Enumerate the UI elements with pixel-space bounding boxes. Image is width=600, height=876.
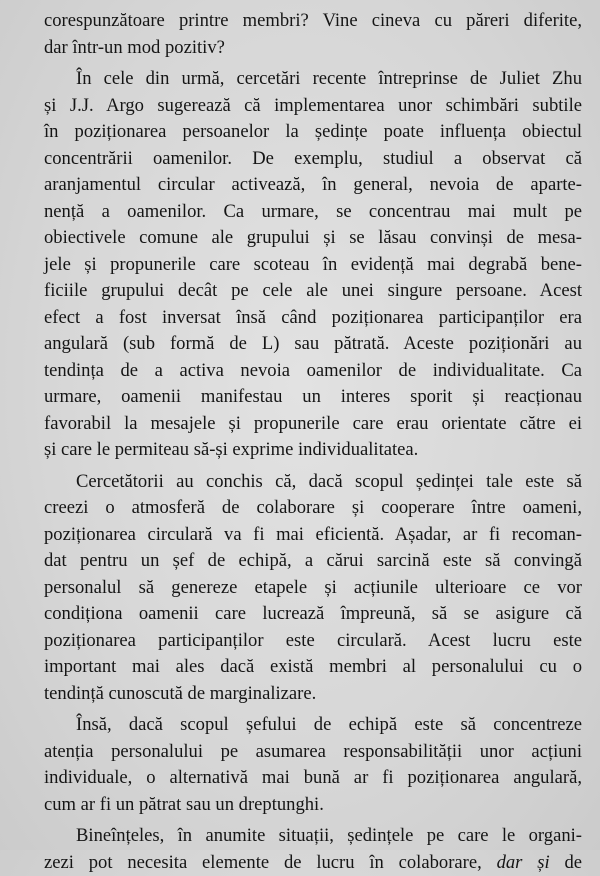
text-line: corespunzătoare printre membri? Vine cineva cu păreri diferite, (44, 8, 582, 35)
text-line-tail: de (550, 852, 582, 873)
text-line: urmare, oamenii manifestau un interes sporit și reacționau (44, 384, 582, 411)
text-line: și J.J. Argo sugerează că implementarea unor schimbări subtile (44, 93, 582, 120)
text-line: obiectivele comune ale grupului și se lăsau convinși de mesa- (44, 225, 582, 252)
text-line: tendință cunoscută de marginalizare. (44, 681, 582, 708)
paragraph-1 (44, 8, 582, 61)
text-line: personalul să genereze etapele și acțiunile ulterioare ce vor (44, 575, 582, 602)
text-line: individuale, o alternativă mai bună ar fi poziționarea angulară, (44, 765, 582, 792)
text-line: jele și propunerile care scoteau în evidență mai degrabă bene- (44, 252, 582, 279)
text-line (44, 850, 582, 876)
text-line: efect a fost inversat însă când poziționarea participanților era (44, 305, 582, 332)
text-line: poziționarea circulară va fi mai eficientă. Așadar, ar fi recoman- (44, 522, 582, 549)
body-text (44, 8, 582, 876)
text-line: important mai ales dacă există membri al personalului cu o (44, 654, 582, 681)
paragraph-4 (44, 712, 582, 818)
paragraph-5 (44, 823, 582, 876)
text-line: condiționa oamenii care lucrează împreună, să se asigure că (44, 601, 582, 628)
text-line: creezi o atmosferă de colaborare și cooperare între oameni, (44, 495, 582, 522)
text-line: angulară (sub formă de L) sau pătrată. Aceste poziționări au (44, 331, 582, 358)
text-line: Însă, dacă scopul șefului de echipă este să concentreze (44, 712, 582, 739)
text-line: dar într-un mod pozitiv? (44, 35, 582, 62)
text-line-italic: dar și (497, 852, 550, 873)
paragraph-2 (44, 66, 582, 464)
text-line: În cele din urmă, cercetări recente întreprinse de Juliet Zhu (44, 66, 582, 93)
text-line: Cercetătorii au conchis că, dacă scopul ședinței tale este să (44, 469, 582, 496)
text-line-regular: zezi pot necesita elemente de lucru în colaborare, (44, 852, 497, 873)
text-line: și care le permiteau să-și exprime individualitatea. (44, 437, 582, 464)
text-line: nență a oamenilor. Ca urmare, se concentrau mai mult pe (44, 199, 582, 226)
text-line: ficiile grupului decât pe cele ale unei singure persoane. Acest (44, 278, 582, 305)
text-line: aranjamentul circular activează, în general, nevoia de aparte- (44, 172, 582, 199)
text-line: Bineînțeles, în anumite situații, ședințele pe care le organi- (44, 823, 582, 850)
text-line: cum ar fi un pătrat sau un dreptunghi. (44, 792, 582, 819)
paragraph-3 (44, 469, 582, 708)
text-line: dat pentru un șef de echipă, a cărui sarcină este să convingă (44, 548, 582, 575)
text-line: concentrării oamenilor. De exemplu, studiul a observat că (44, 146, 582, 173)
text-line: favorabil la mesajele și propunerile care erau orientate către ei (44, 411, 582, 438)
text-line: tendința de a activa nevoia oamenilor de individualitate. Ca (44, 358, 582, 385)
text-line: atenția personalului pe asumarea responsabilității unor acțiuni (44, 739, 582, 766)
text-line: în poziționarea persoanelor la ședințe poate influența obiectul (44, 119, 582, 146)
text-line: poziționarea participanților este circulară. Acest lucru este (44, 628, 582, 655)
